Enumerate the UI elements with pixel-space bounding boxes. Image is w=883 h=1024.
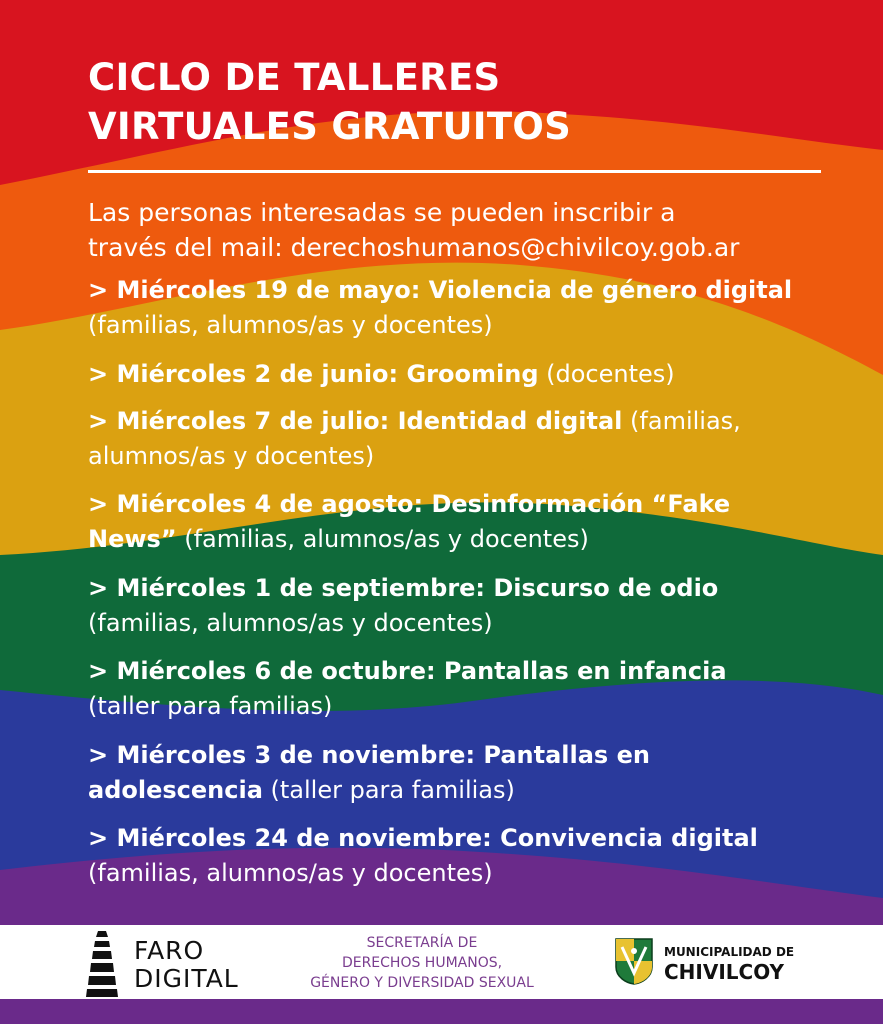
faro-text: FARO xyxy=(134,936,205,965)
digital-text: DIGITAL xyxy=(134,964,239,993)
secretaria-logo-text: SECRETARÍA DE DERECHOS HUMANOS, GÉNERO Y DIVERSIDAD SEXUAL xyxy=(310,935,534,991)
title-line-1: CICLO DE TALLERES xyxy=(88,56,501,99)
workshop-item: > Miércoles 6 de octubre: Pantallas en infancia (taller para familias) xyxy=(88,657,727,720)
workshop-item: > Miércoles 1 de septiembre: Discurso de odio (familias, alumnos/as y docentes) xyxy=(88,574,719,637)
workshop-item: > Miércoles 3 de noviembre: Pantallas en adolescencia (taller para familias) xyxy=(88,741,650,804)
workshop-item: > Miércoles 4 de agosto: Desinformación “Fake News” (familias, alumnos/as y docentes) xyxy=(88,490,731,553)
intro-line-1: Las personas interesadas se pueden inscribir a xyxy=(88,198,676,227)
municipalidad-logo xyxy=(612,937,812,987)
footer xyxy=(0,925,883,999)
workshop-item: > Miércoles 7 de julio: Identidad digital (familias, alumnos/as y docentes) xyxy=(88,407,741,470)
intro-line-2: través del mail: derechoshumanos@chivilcoy.gob.ar xyxy=(88,233,740,262)
lighthouse-icon xyxy=(84,929,120,997)
faro-digital-logo xyxy=(84,929,244,997)
workshop-item: > Miércoles 2 de junio: Grooming (docentes) xyxy=(88,360,675,388)
workshop-item: > Miércoles 24 de noviembre: Convivencia digital (familias, alumnos/as y docentes) xyxy=(88,824,758,887)
municipalidad-label: MUNICIPALIDAD DE xyxy=(664,945,795,959)
title-line-2: VIRTUALES GRATUITOS xyxy=(88,105,572,148)
chivilcoy-label: CHIVILCOY xyxy=(664,960,784,984)
workshop-item: > Miércoles 19 de mayo: Violencia de género digital (familias, alumnos/as y docentes) xyxy=(88,276,793,339)
footer-purple-band xyxy=(0,999,883,1024)
chivilcoy-shield-icon xyxy=(614,937,654,985)
title-divider xyxy=(88,170,821,173)
